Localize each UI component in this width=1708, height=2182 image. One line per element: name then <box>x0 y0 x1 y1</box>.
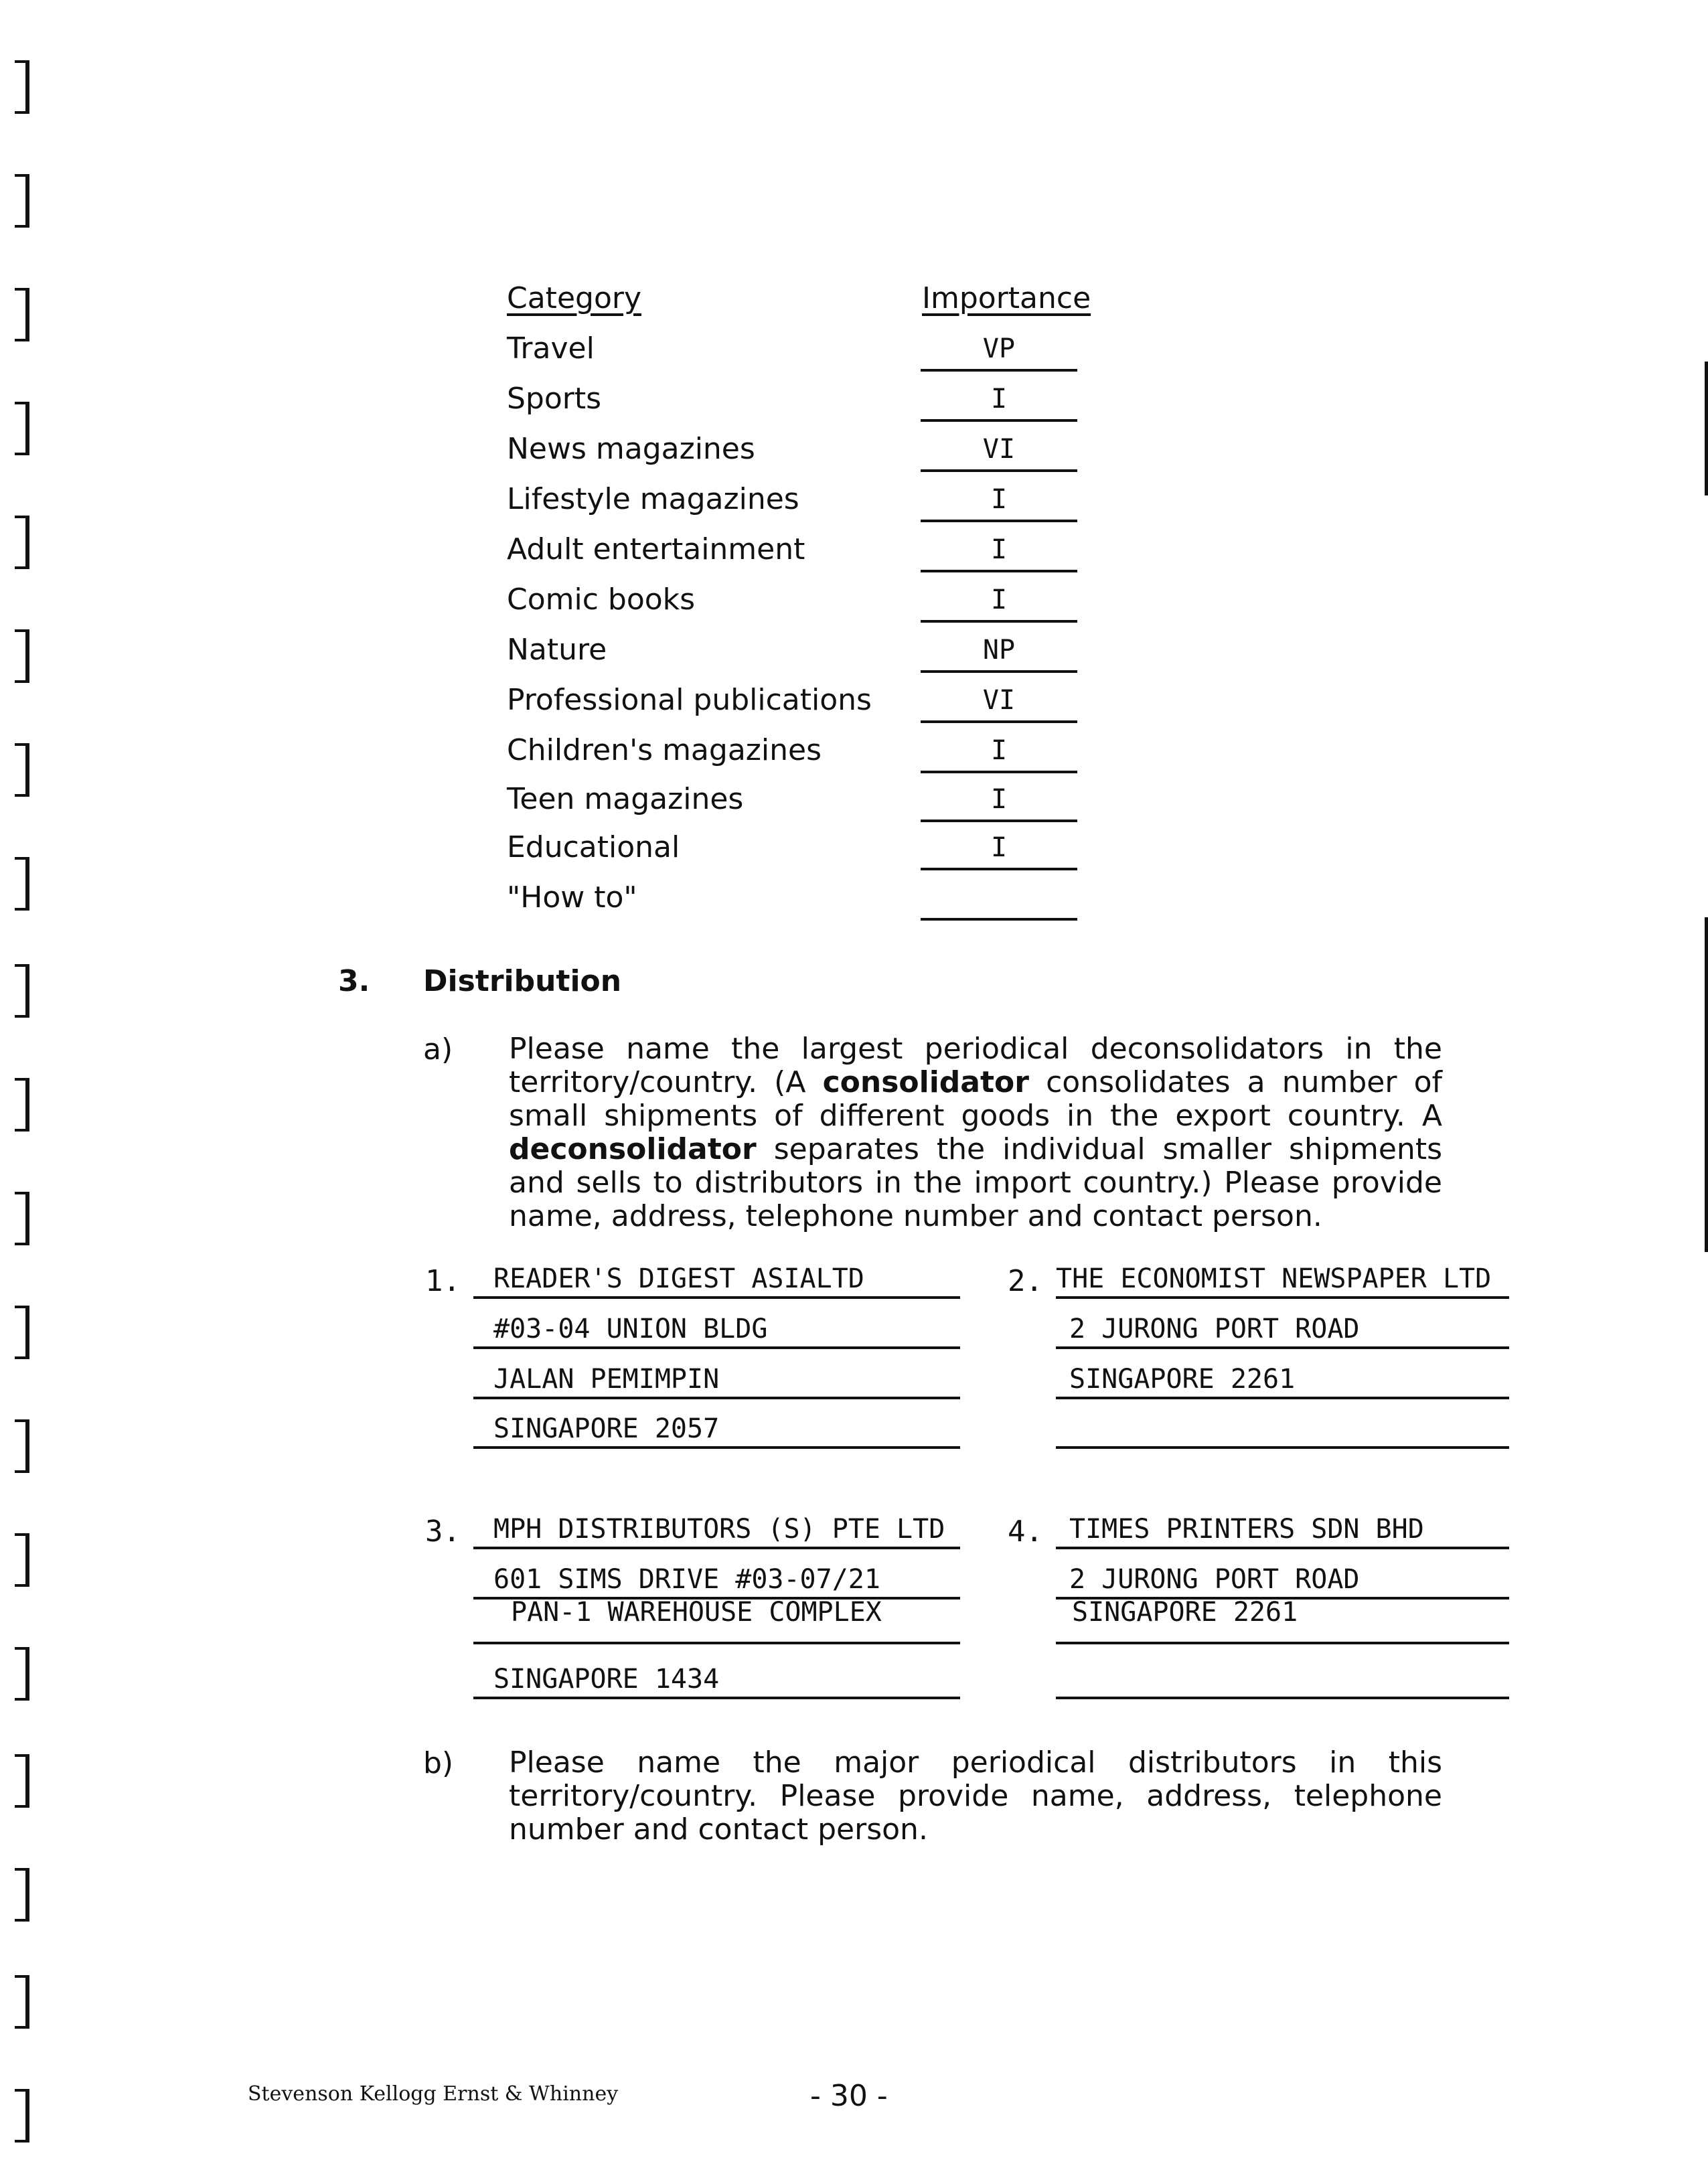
binder-bracket <box>15 857 29 911</box>
category-row <box>507 733 1109 773</box>
category-row <box>507 582 1109 623</box>
item-a-text-part: Please name the largest periodical deconsolidators in the territory/country. (A <box>509 1032 1442 1099</box>
category-row <box>507 432 1109 472</box>
item-b-letter: b) <box>423 1746 454 1780</box>
term-consolidator: consolidator <box>822 1065 1029 1099</box>
entry-line-blank <box>1056 1608 1509 1644</box>
binder-bracket <box>15 402 29 455</box>
section-title: Distribution <box>423 964 622 998</box>
category-label: Adult entertainment <box>507 532 805 566</box>
category-label: Educational <box>507 830 680 864</box>
binder-bracket <box>15 1754 29 1808</box>
term-deconsolidator: deconsolidator <box>509 1132 757 1166</box>
page-edge-mark <box>1705 917 1708 1252</box>
category-label: Professional publications <box>507 683 872 717</box>
category-row <box>507 683 1109 723</box>
binder-bracket <box>15 288 29 341</box>
category-label: Teen magazines <box>507 782 744 816</box>
page-number: - 30 - <box>810 2079 888 2113</box>
binder-bracket <box>15 1647 29 1701</box>
binder-bracket <box>15 60 29 114</box>
category-label: Nature <box>507 633 607 667</box>
entry-line: SINGAPORE 2261 <box>1056 1363 1509 1399</box>
binder-bracket <box>15 1533 29 1587</box>
entry-number: 2. <box>1008 1264 1043 1298</box>
importance-value: I <box>921 830 1077 870</box>
entry-line: MPH DISTRIBUTORS (S) PTE LTD <box>473 1513 960 1549</box>
entry-line <box>1056 1413 1509 1449</box>
importance-value: VI <box>921 683 1077 723</box>
category-row <box>507 830 1109 870</box>
importance-value: I <box>921 382 1077 422</box>
importance-value: I <box>921 733 1077 773</box>
binder-bracket <box>15 1078 29 1132</box>
importance-value: VP <box>921 331 1077 372</box>
binder-bracket <box>15 2089 29 2142</box>
category-label: Travel <box>507 331 595 366</box>
entry-line: SINGAPORE 2057 <box>473 1413 960 1449</box>
binder-margin <box>0 0 60 2182</box>
item-a-letter: a) <box>423 1032 453 1067</box>
category-label: Sports <box>507 382 602 416</box>
entry-number: 4. <box>1008 1514 1043 1549</box>
entry-line: JALAN PEMIMPIN <box>473 1363 960 1399</box>
category-row <box>507 633 1109 673</box>
binder-bracket <box>15 1419 29 1473</box>
category-row <box>507 382 1109 422</box>
importance-header: Importance <box>922 281 1091 315</box>
entry-line: THE ECONOMIST NEWSPAPER LTD <box>1056 1263 1509 1299</box>
item-b-text: Please name the major periodical distributors in this territory/country. Please provide name, address, telephone number and contact person. <box>509 1745 1442 1847</box>
importance-value: I <box>921 582 1077 623</box>
entry-number: 1. <box>425 1264 461 1298</box>
item-a-text-part: separates the individual smaller shipments and sells to distributors in the import country.) Please provide name, address, telephone number and contact person. <box>509 1132 1442 1233</box>
entry-line: SINGAPORE 1434 <box>473 1663 960 1699</box>
binder-bracket <box>15 1192 29 1245</box>
footer-firm-name: Stevenson Kellogg Ernst & Whinney <box>248 2082 619 2106</box>
entry-line: 601 SIMS DRIVE #03-07/21 <box>473 1563 960 1600</box>
entry-line-continuation: SINGAPORE 2261 <box>1072 1597 1298 1628</box>
page-edge-mark <box>1705 362 1708 495</box>
entry-line-blank <box>473 1608 960 1644</box>
importance-value <box>921 880 1077 921</box>
binder-bracket <box>15 1975 29 2029</box>
binder-bracket <box>15 1868 29 1922</box>
section-number: 3. <box>338 964 370 998</box>
item-a-text-part: consolidates a number of small shipments of different goods in the export country. A <box>509 1065 1442 1133</box>
category-label: Children's magazines <box>507 733 822 767</box>
entry-line: #03-04 UNION BLDG <box>473 1313 960 1349</box>
category-label: News magazines <box>507 432 755 466</box>
binder-bracket <box>15 174 29 228</box>
category-label: Lifestyle magazines <box>507 482 799 516</box>
binder-bracket <box>15 964 29 1018</box>
importance-value: NP <box>921 633 1077 673</box>
binder-bracket <box>15 743 29 797</box>
category-row <box>507 482 1109 522</box>
item-a-text <box>509 1032 1442 1233</box>
importance-value: I <box>921 782 1077 822</box>
importance-value: VI <box>921 432 1077 472</box>
entry-line: 2 JURONG PORT ROAD <box>1056 1563 1509 1600</box>
binder-bracket <box>15 516 29 569</box>
category-label: Comic books <box>507 582 696 617</box>
entry-line: 2 JURONG PORT ROAD <box>1056 1313 1509 1349</box>
category-row <box>507 782 1109 822</box>
entry-line <box>1056 1663 1509 1699</box>
entry-line: TIMES PRINTERS SDN BHD <box>1056 1513 1509 1549</box>
category-header: Category <box>507 281 641 315</box>
entry-line-continuation: PAN-1 WAREHOUSE COMPLEX <box>511 1597 882 1628</box>
importance-value: I <box>921 532 1077 572</box>
binder-bracket <box>15 1306 29 1359</box>
entry-number: 3. <box>425 1514 461 1549</box>
category-row <box>507 880 1109 921</box>
category-row <box>507 331 1109 372</box>
importance-value: I <box>921 482 1077 522</box>
category-row <box>507 532 1109 572</box>
entry-line: READER'S DIGEST ASIALTD <box>473 1263 960 1299</box>
category-label: "How to" <box>507 880 637 915</box>
binder-bracket <box>15 629 29 683</box>
